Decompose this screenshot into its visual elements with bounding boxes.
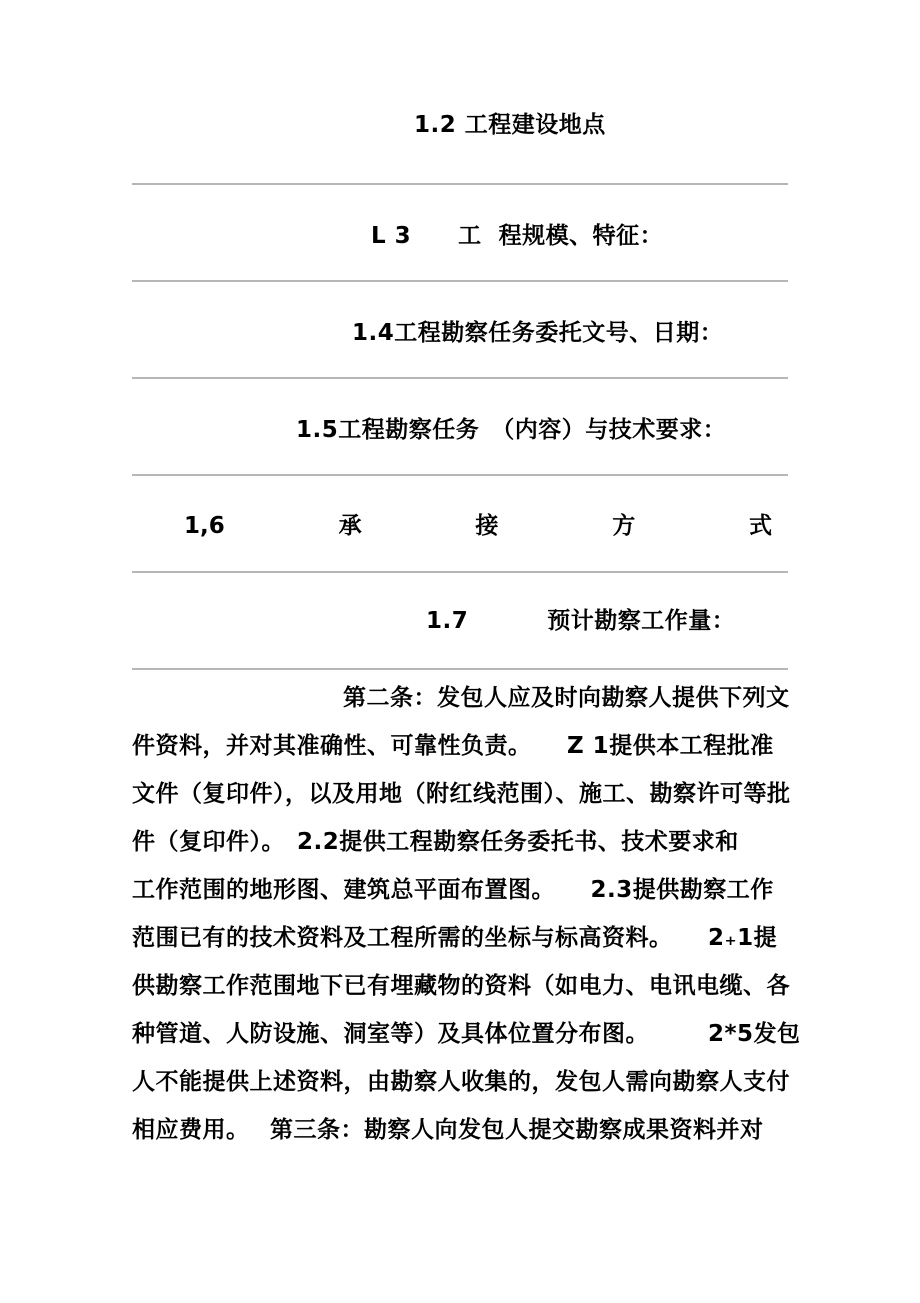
paragraph-line: 人不能提供上述资料，由勘察人收集的，发包人需向勘察人支付 bbox=[132, 1069, 790, 1095]
paragraph-line: 文件（复印件），以及用地（附红线范围）、施工、勘察许可等批 bbox=[132, 781, 791, 807]
heading-1-2-construction-site: 1.2 工程建设地点 bbox=[414, 112, 606, 138]
heading-1-6-char-shi: 式 bbox=[749, 513, 772, 539]
heading-1-6-char-fang: 方 bbox=[612, 513, 636, 539]
paragraph-line: 种管道、人防设施、洞室等）及具体位置分布图。 2*5发包 bbox=[132, 1021, 801, 1047]
paragraph-line: 供勘察工作范围地下已有埋藏物的资料（如电力、电讯电缆、各 bbox=[132, 973, 790, 999]
heading-1-6-char-cheng: 承 bbox=[338, 513, 362, 539]
paragraph-line: 工作范围的地形图、建筑总平面布置图。 2.3提供勘察工作 bbox=[132, 877, 774, 903]
paragraph-line: 件资料，并对其准确性、可靠性负责。 Z 1提供本工程批准 bbox=[132, 733, 774, 759]
paragraph-line: 件（复印件）。 2.2提供工程勘察任务委托书、技术要求和 bbox=[132, 829, 739, 855]
heading-1-6-undertaking-method bbox=[184, 509, 772, 543]
section-divider bbox=[132, 377, 788, 379]
heading-1-7-estimated-survey-workload: 1.7 预计勘察工作量： bbox=[426, 608, 736, 634]
paragraph-line: 相应费用。 第三条：勘察人向发包人提交勘察成果资料并对 bbox=[132, 1117, 764, 1143]
section-divider bbox=[132, 280, 788, 282]
heading-1-6-char-jie: 接 bbox=[475, 513, 499, 539]
section-divider bbox=[132, 183, 788, 185]
paragraph-line: 范围已有的技术资料及工程所需的坐标与标高资料。 2₊1提 bbox=[132, 925, 778, 951]
heading-1-6-number: 1,6 bbox=[184, 513, 225, 539]
section-divider bbox=[132, 474, 788, 476]
contract-clause-paragraph bbox=[132, 674, 804, 1154]
heading-1-3-project-scale-features: L 3 工 程规模、特征： bbox=[371, 223, 664, 249]
paragraph-line: 第二条：发包人应及时向勘察人提供下列文 bbox=[343, 685, 790, 711]
heading-1-5-task-content-technical-requirements: 1.5工程勘察任务 （内容）与技术要求： bbox=[296, 417, 727, 443]
section-divider bbox=[132, 571, 788, 573]
heading-1-4-task-commission-number-date: 1.4工程勘察任务委托文号、日期： bbox=[352, 320, 724, 346]
section-divider bbox=[132, 668, 788, 670]
